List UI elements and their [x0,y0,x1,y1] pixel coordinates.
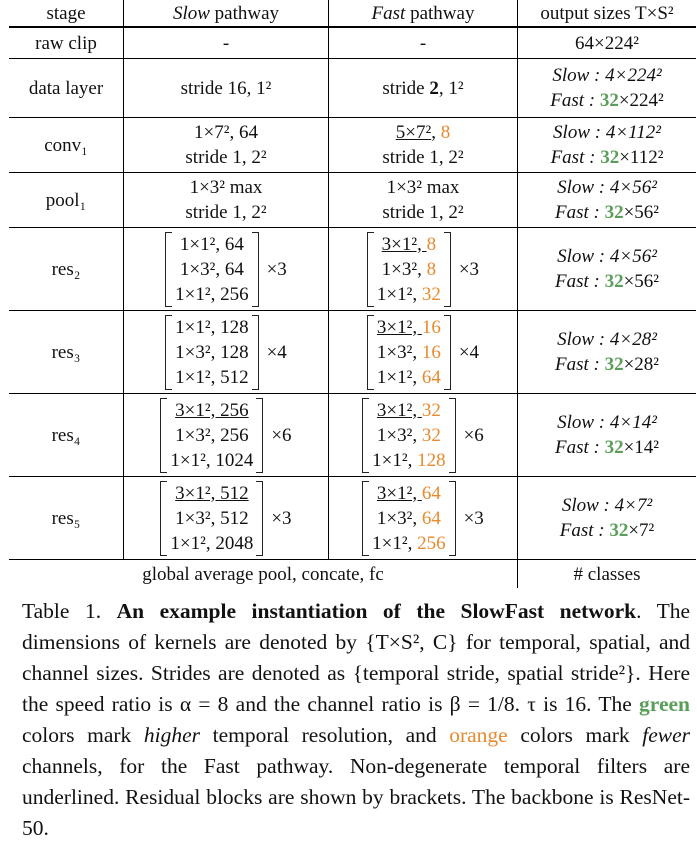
fast-stride-bold: 2 [429,77,439,99]
output-fast [520,435,694,460]
fast-line: 1×3² max [386,177,460,198]
fast-line: stride 1, 2² [382,202,464,223]
residual-bracket [367,231,451,308]
fast-kernel-underlined: 5×7² [395,122,432,143]
output-fast-label: Fast : [554,202,605,223]
fast-cell [329,477,518,560]
residual-bracket [160,397,263,474]
row-res4 [9,394,696,477]
slow-block [160,480,291,557]
slow-cell [124,228,329,311]
channel-orange: 64 [421,507,441,529]
row-res3 [9,311,696,394]
fast-cell [329,118,518,173]
kernel-line [372,531,445,556]
output-cell: # classes [573,563,641,585]
kernel-text: 1×3², [376,341,422,363]
fast-cell: - [329,27,518,59]
output-fast-green: 32 [604,202,624,223]
row-res5 [9,477,696,560]
output-slow: Slow : 4×112² [553,122,661,143]
caption-label: Table 1. [22,599,117,623]
fast-block [362,397,484,474]
slow-line: 1×3² max [189,177,263,198]
repeat-count: ×3 [458,258,480,280]
kernel-text: 1×1², [376,283,422,305]
final-layers-cell: global average pool, concate, fc [9,560,518,589]
architecture-table [9,0,696,588]
output-slow: Slow : 4×28² [557,329,657,350]
kernel-line: 1×1², 128 [175,316,249,338]
row-final [9,560,696,589]
output-slow: Slow : 4×56² [557,246,657,267]
kernel-underlined: 3×1², [376,399,422,421]
kernel-underlined: 3×1², [376,316,422,338]
fast-sep: , [431,122,441,143]
output-fast-green: 32 [609,520,629,541]
output-cell [518,118,697,173]
slow-cell [124,477,329,560]
output-cell [518,477,697,560]
output-cell [518,59,697,118]
kernel-line [377,257,441,282]
header-fast-italic: Fast [371,2,406,24]
header-slow-italic: Slow [172,2,210,24]
fast-text: , 1² [438,77,464,99]
output-fast-green: 32 [604,271,624,292]
kernel-line: 1×1², 64 [179,233,244,255]
caption-text: . The dimensions of kernels are denoted by {T×S², C} for temporal, spatial, and channel sizes. Strides are denoted as {temporal stride, spatial stride²}. Here the speed ratio is α = 8 and the channel ratio is β = 1/8. τ is 16. The [22,599,690,716]
output-slow: Slow : 4×7² [561,495,653,516]
kernel-line-underlined: 3×1², 256 [175,399,249,421]
output-fast-size: ×7² [628,520,655,541]
kernel-line: 1×1², 2048 [170,532,254,554]
table-header-row [9,0,696,27]
output-slow: Slow : 4×224² [552,65,662,86]
output-fast [520,88,694,113]
output-fast-size: ×112² [619,147,664,168]
channel-orange: 16 [421,316,441,338]
output-cell: 64×224² [518,27,697,59]
caption-text: colors mark [22,723,144,747]
channel-orange: 8 [426,258,437,280]
header-slow-rest: pathway [209,2,280,24]
header-fast-rest: pathway [405,2,475,24]
kernel-text: 1×3², [376,424,422,446]
output-slow: Slow : 4×14² [557,412,657,433]
fast-block [367,231,479,308]
kernel-text: 1×1², [372,532,418,554]
caption-title: An example instantiation of the SlowFast network [116,599,637,623]
stage-cell: data layer [9,59,124,118]
kernel-line [372,448,445,473]
row-data-layer [9,59,696,118]
fast-cell [329,59,518,118]
slow-block [165,314,287,391]
channel-orange: 32 [421,424,441,446]
fast-line [331,120,515,145]
kernel-line [372,506,445,531]
output-fast [520,145,694,170]
output-fast-green: 32 [604,437,624,458]
fast-line: stride 1, 2² [382,147,464,168]
kernel-text: 1×3², [376,507,422,529]
kernel-underlined: 3×1², [376,482,422,504]
kernel-line [377,365,441,390]
output-fast-label: Fast : [550,147,601,168]
kernel-text: 1×3², [381,258,427,280]
output-fast-green: 32 [604,354,624,375]
output-cell [518,394,697,477]
slow-cell: stride 16, 1² [124,59,329,118]
kernel-line [372,398,445,423]
residual-bracket [367,314,451,391]
fast-channel-orange: 8 [440,122,451,143]
slow-cell [124,394,329,477]
kernel-line: 1×3², 128 [175,341,249,363]
fast-cell [329,228,518,311]
row-conv1 [9,118,696,173]
output-fast-label: Fast : [554,271,605,292]
kernel-underlined: 3×1², [381,233,427,255]
kernel-line: 1×3², 256 [175,424,249,446]
kernel-line [377,282,441,307]
kernel-line: 1×1², 512 [175,366,249,388]
channel-orange: 256 [417,532,446,554]
caption-text: channels, for the Fast pathway. Non-degenerate temporal filters are underlined. Residual blocks are shown by brackets. The backbone is ResNet-50. [22,754,690,840]
residual-bracket [362,397,455,474]
output-fast [520,269,694,294]
kernel-line [372,423,445,448]
fast-block [367,314,479,391]
stage-cell: raw clip [9,27,124,59]
slow-line: 1×7², 64 [194,122,258,143]
stage-cell: res₄ [9,394,124,477]
repeat-count: ×4 [266,341,287,363]
caption-green-word: green [639,692,690,716]
output-fast-label: Fast : [559,520,610,541]
repeat-count: ×3 [266,258,287,280]
output-cell [518,228,697,311]
output-slow: Slow : 4×56² [557,177,657,198]
kernel-text: 1×1², [372,449,418,471]
kernel-line [372,481,445,506]
output-fast-green: 32 [600,147,620,168]
header-stage: stage [9,0,124,27]
slow-cell: - [124,27,329,59]
repeat-count: ×3 [463,507,484,529]
stage-cell: res₃ [9,311,124,394]
header-fast [329,0,518,27]
repeat-count: ×6 [271,424,292,446]
slow-cell [124,118,329,173]
caption-text: temporal resolution, and [200,723,450,747]
fast-block [362,480,484,557]
slow-cell [124,173,329,228]
stage-cell: pool₁ [9,173,124,228]
table-caption [22,596,690,844]
caption-orange-word: orange [449,723,508,747]
row-res2 [9,228,696,311]
output-fast-size: ×28² [623,354,660,375]
output-cell [518,173,697,228]
fast-text: stride [382,77,430,99]
slow-line: stride 1, 2² [185,147,267,168]
channel-orange: 16 [421,341,441,363]
repeat-count: ×6 [463,424,484,446]
channel-orange: 64 [421,482,441,504]
slow-line: stride 1, 2² [185,202,267,223]
caption-text: colors mark [507,723,643,747]
stage-cell: res₂ [9,228,124,311]
repeat-count: ×4 [458,341,480,363]
kernel-line: 1×3², 64 [179,258,244,280]
fast-cell [329,394,518,477]
channel-orange: 32 [421,283,441,305]
residual-bracket [160,480,263,557]
kernel-line: 1×1², 256 [175,283,249,305]
output-fast-green: 32 [599,90,619,111]
row-raw-clip [9,27,696,59]
channel-orange: 128 [417,449,446,471]
kernel-text: 1×1², [376,366,422,388]
output-fast-label: Fast : [554,437,605,458]
output-fast-size: ×56² [623,271,660,292]
output-fast-label: Fast : [550,90,600,111]
fast-cell [329,173,518,228]
slow-cell [124,311,329,394]
residual-bracket [165,231,258,308]
fast-cell [329,311,518,394]
output-fast-size: ×224² [618,90,664,111]
output-fast-size: ×14² [623,437,660,458]
output-fast [520,352,694,377]
repeat-count: ×3 [271,507,292,529]
channel-orange: 8 [426,233,437,255]
output-fast-size: ×56² [623,202,660,223]
channel-orange: 32 [421,399,441,421]
output-fast-label: Fast : [554,354,605,375]
slow-block [165,231,287,308]
kernel-line [377,340,441,365]
output-cell [518,311,697,394]
header-slow [124,0,329,27]
kernel-line-underlined: 3×1², 512 [175,482,249,504]
kernel-line: 1×3², 512 [175,507,249,529]
output-fast [520,518,694,543]
row-pool1 [9,173,696,228]
output-fast [520,200,694,225]
residual-bracket [362,480,455,557]
residual-bracket [165,314,258,391]
slow-block [160,397,291,474]
stage-cell: conv₁ [9,118,124,173]
caption-italic: higher [143,723,201,747]
kernel-line [377,315,441,340]
stage-cell: res₅ [9,477,124,560]
header-output: output sizes T×S² [518,0,697,27]
kernel-line: 1×1², 1024 [170,449,254,471]
caption-italic: fewer [642,723,691,747]
kernel-line [377,232,441,257]
channel-orange: 64 [421,366,441,388]
